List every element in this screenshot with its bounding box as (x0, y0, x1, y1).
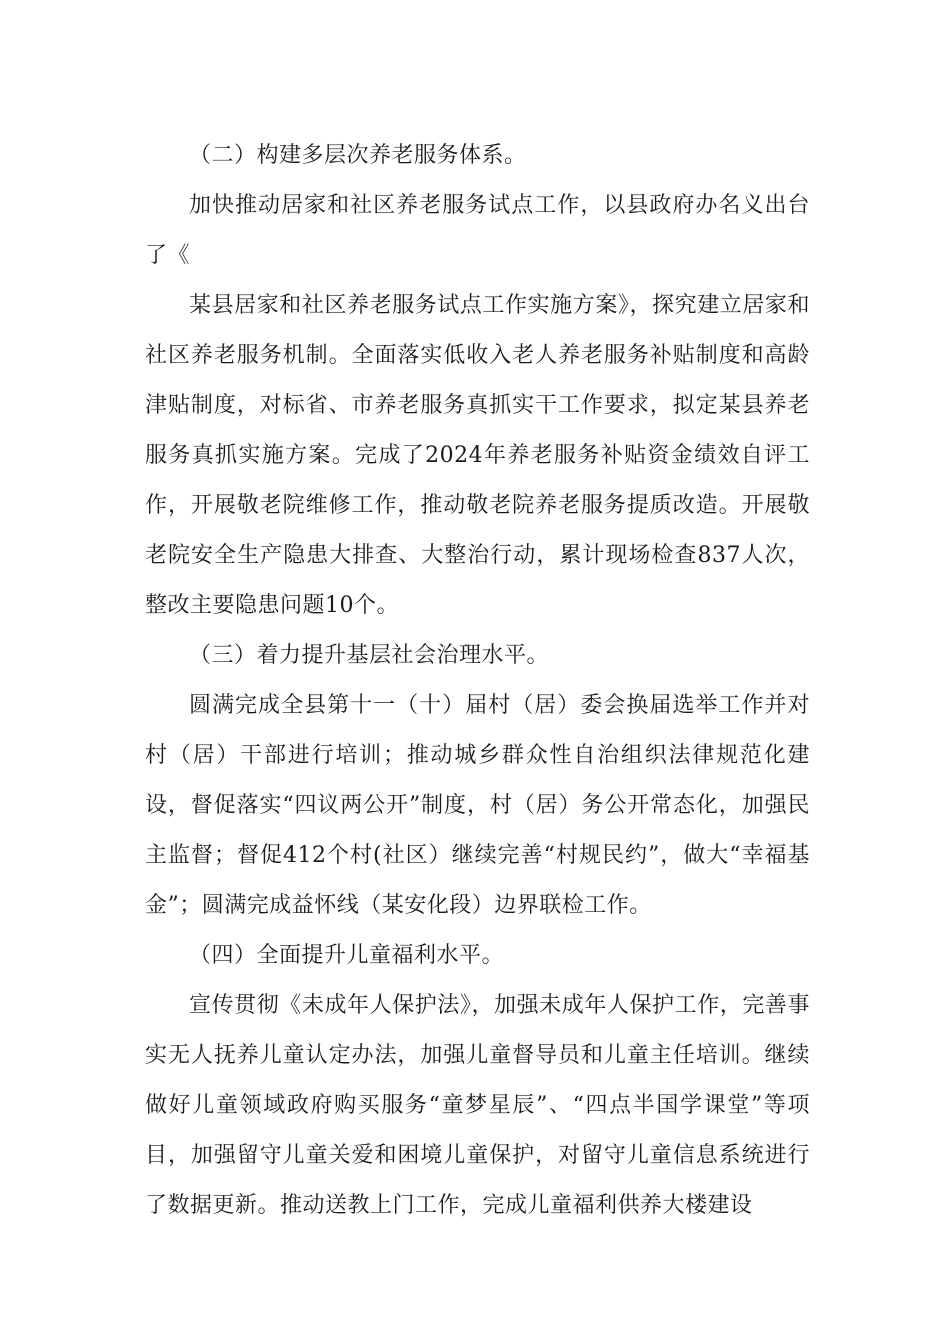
section-heading-4: （四）全面提升儿童福利水平。 (189, 943, 505, 968)
document-body (145, 131, 810, 1231)
section-heading-2: （二）构建多层次养老服务体系。 (189, 143, 527, 168)
section-heading-3: （三）着力提升基层社会治理水平。 (189, 643, 550, 668)
paragraph: 某县居家和社区养老服务试点工作实施方案》，探究建立居家和社区养老服务机制。全面落实低收入老人养老服务补贴制度和高龄津贴制度，对标省、市养老服务真抓实干工作要求，拟定某县养老服务真抓实施方案。完成了2024年养老服务补贴资金绩效自评工作，开展敬老院维修工作，推动敬老院养老服务提质改造。开展敬老院安全生产隐患大排查、大整治行动，累计现场检查837人次，整改主要隐患问题10个。 (145, 293, 810, 618)
paragraph: 加快推动居家和社区养老服务试点工作，以县政府办名义出台了《 (145, 193, 810, 268)
paragraph: 圆满完成全县第十一（十）届村（居）委会换届选举工作并对村（居）干部进行培训；推动城乡群众性自治组织法律规范化建设，督促落实“四议两公开”制度，村（居）务公开常态化，加强民主监督；督促412个村(社区）继续完善“村规民约”，做大“幸福基金”；圆满完成益怀线（某安化段）边界联检工作。 (145, 693, 810, 918)
paragraph: 宣传贯彻《未成年人保护法》，加强未成年人保护工作，完善事实无人抚养儿童认定办法，加强儿童督导员和儿童主任培训。继续做好儿童领域政府购买服务“童梦星辰”、“四点半国学课堂”等项目，加强留守儿童关爱和困境儿童保护，对留守儿童信息系统进行了数据更新。推动送教上门工作，完成儿童福利供养大楼建设 (145, 993, 810, 1218)
